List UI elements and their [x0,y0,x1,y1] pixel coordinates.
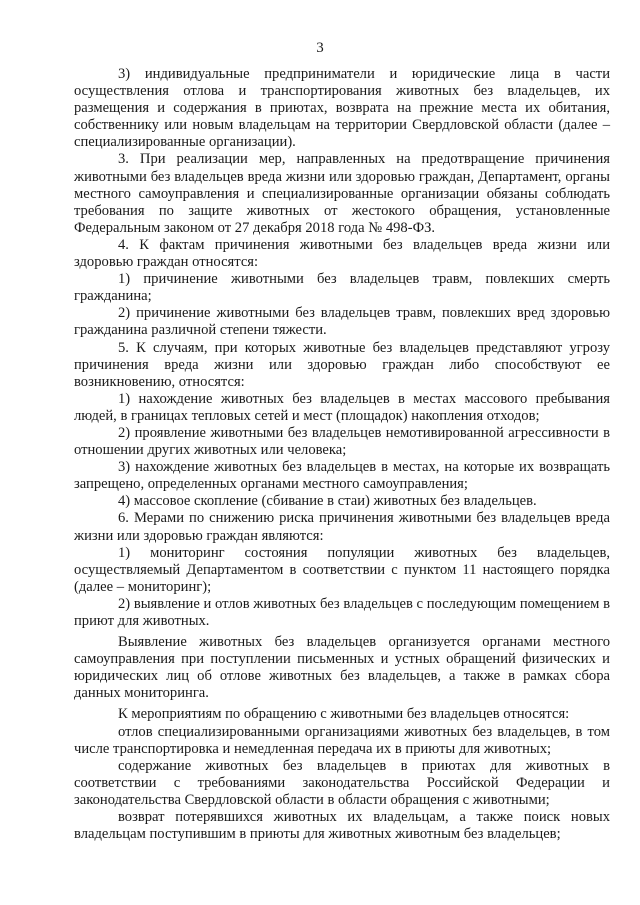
paragraph: 3) индивидуальные предприниматели и юридические лица в части осуществления отлова и транспортирования животных без владельцев, их размещения и содержания в приютах, возврата на прежние места их обитания, собственнику или новым владельцам на территории Свердловской области (далее – специализированные организации). [74,66,610,151]
paragraph: отлов специализированными организациями животных без владельцев, в том числе транспортировка и немедленная передача их в приюты для животных; [74,723,610,757]
paragraph: 2) выявление и отлов животных без владельцев с последующим помещением в приют для животных. [74,595,610,629]
paragraph: 4) массовое скопление (сбивание в стаи) животных без владельцев. [118,493,537,510]
paragraph: 4. К фактам причинения животными без владельцев вреда жизни или здоровью граждан относятся: [74,236,610,271]
paragraph: 5. К случаям, при которых животные без владельцев представляют угрозу причинения вреда жизни или здоровью граждан либо способствуют ее возникновению, относятся: [74,339,610,390]
paragraph: 3) нахождение животных без владельцев в местах, на которые их возвращать запрещено, определенных органами местного самоуправления; [74,459,610,493]
paragraph: 6. Мерами по снижению риска причинения животными без владельцев вреда жизни или здоровью граждан являются: [74,510,610,544]
paragraph: Выявление животных без владельцев организуется органами местного самоуправления при поступлении письменных и устных обращений физических и юридических лиц об отлове животных без владельцев, а также в рамках сбора данных мониторинга. [74,634,610,702]
paragraph: 3. При реализации мер, направленных на предотвращение причинения животными без владельцев вреда жизни или здоровью граждан, Департамент, органы местного самоуправления и специализированные организации обязаны соблюдать требования по защите животных от жестокого обращения, установленные Федеральным законом от 27 декабря 2018 года № 498-ФЗ. [74,151,610,236]
paragraph: 1) мониторинг состояния популяции животных без владельцев, осуществляемый Департаментом в соответствии с пунктом 11 настоящего порядка (далее – мониторинг); [74,544,610,595]
paragraph: содержание животных без владельцев в приютах для животных в соответствии с требованиями законодательства Российской Федерации и законодательства Свердловской области в области обращения с животными; [74,757,610,808]
paragraph: 2) причинение животными без владельцев травм, повлекших вред здоровью гражданина различной степени тяжести. [74,305,610,339]
document-body [74,66,610,843]
paragraph: К мероприятиям по обращению с животными без владельцев относятся: [118,706,570,723]
paragraph: 2) проявление животными без владельцев немотивированной агрессивности в отношении других животных или человека; [74,424,610,459]
page-number: 3 [316,40,324,56]
paragraph: 1) нахождение животных без владельцев в местах массового пребывания людей, в границах тепловых сетей и мест (площадок) накопления отходов; [74,390,610,424]
paragraph: возврат потерявшихся животных их владельцам, а также поиск новых владельцам поступившим в приюты для животных животным без владельцев; [74,809,610,843]
paragraph: 1) причинение животными без владельцев травм, повлекших смерть гражданина; [74,271,610,305]
